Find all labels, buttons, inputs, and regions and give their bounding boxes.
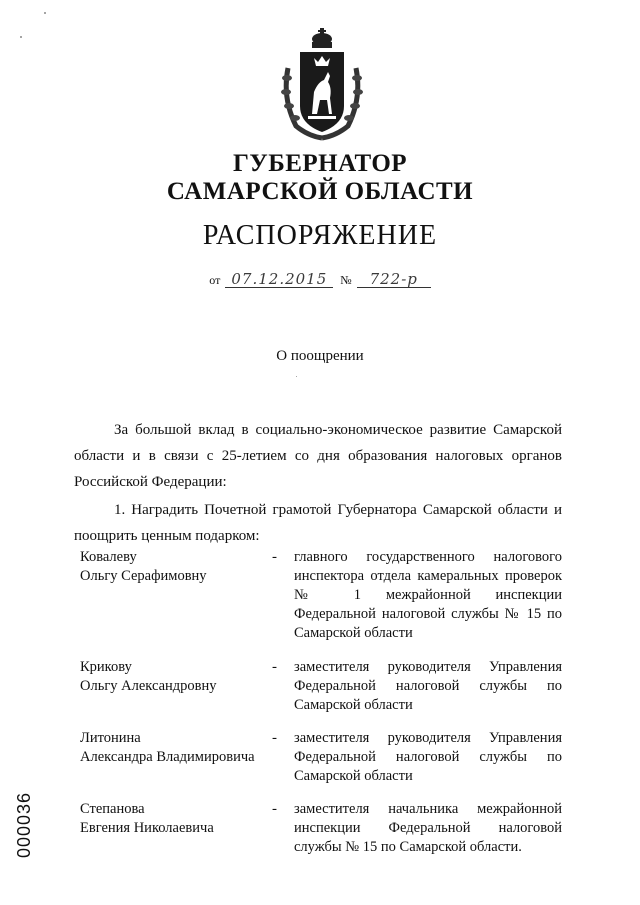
awardee-position: главного государственного налогового инспектора отдела камеральных проверок № 1 межрайонной инспекции Федеральной налоговой службы № 15 по Самарской области (294, 549, 562, 641)
intro-paragraph: За большой вклад в социально-экономическое развитие Самарской области и в связи с 25-летием со дня образования налоговых органов Российской Федерации: (74, 422, 562, 490)
awardee-surname: Крикову (80, 659, 132, 675)
dash-separator: - (272, 659, 277, 675)
number-prefix: № (340, 273, 352, 287)
awardee-position: заместителя руководителя Управления Федеральной налоговой службы по Самарской области (294, 730, 562, 784)
awardee-given-names: Евгения Николаевича (80, 820, 214, 836)
awardee-surname: Степанова (80, 801, 145, 817)
archive-stamp-text: 000036 (14, 791, 34, 858)
coat-of-arms-icon (278, 28, 366, 144)
scan-speck (44, 12, 46, 14)
dash-separator: - (272, 730, 277, 746)
dash-separator: - (272, 801, 277, 817)
date-handwritten: 07.12.2015 (225, 272, 333, 288)
awardee-name (80, 729, 270, 767)
awardee-position: заместителя начальника межрайонной инспекции Федеральной налоговой службы № 15 по Самарской области. (294, 801, 562, 855)
scan-speck (20, 36, 22, 38)
awardee-given-names: Ольгу Александровну (80, 678, 217, 694)
item-1-paragraph: 1. Наградить Почетной грамотой Губернатора Самарской области и поощрить ценным подарком: (74, 502, 562, 544)
archive-stamp-number (14, 778, 54, 858)
order-subject: О поощрении (276, 348, 364, 364)
issuer-title-line1: ГУБЕРНАТОР (232, 150, 408, 177)
number-handwritten: 722-р (357, 272, 431, 288)
issuer-title-line2: САМАРСКОЙ ОБЛАСТИ (166, 178, 474, 205)
awardee-name (80, 658, 270, 696)
awardee-name (80, 800, 270, 838)
awardee-surname: Литонина (80, 730, 141, 746)
date-number-line (0, 272, 640, 288)
awardee-given-names: Ольгу Серафимовну (80, 568, 207, 584)
awardee-given-names: Александра Владимировича (80, 749, 255, 765)
awardee-surname: Ковалеву (80, 549, 137, 565)
dash-separator: - (272, 549, 277, 565)
scan-speck (296, 376, 297, 377)
awardee-position: заместителя руководителя Управления Федеральной налоговой службы по Самарской области (294, 659, 562, 713)
coat-of-arms-emblem (278, 28, 366, 144)
awardee-name (80, 548, 270, 586)
date-prefix: от (209, 273, 221, 287)
document-type-title: РАСПОРЯЖЕНИЕ (202, 220, 438, 251)
